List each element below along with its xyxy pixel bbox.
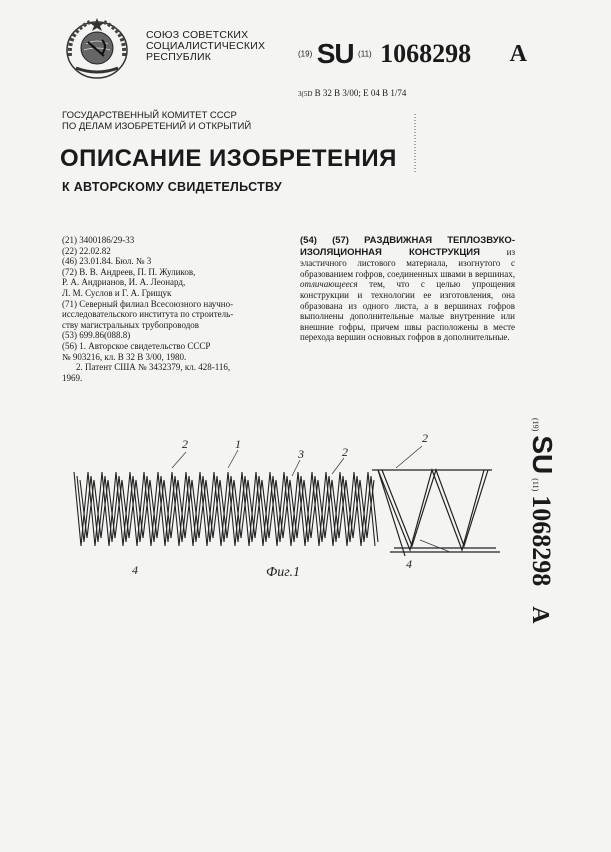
abstract xyxy=(300,235,515,343)
country-code-label: (19) xyxy=(298,49,313,59)
union-line: СОЮЗ СОВЕТСКИХ xyxy=(146,29,249,41)
sidebar-country-code: SU xyxy=(527,435,558,475)
ussr-emblem-icon xyxy=(62,12,132,82)
abstract-text: из эластичного листового материала, изогнутого с образованием гофров, соединенных швами в вершинах, xyxy=(300,246,515,279)
sidebar-country-label: (19) xyxy=(531,418,540,432)
biblio-row: (71) Северный филиал Всесоюзного научно- xyxy=(62,298,234,309)
biblio-row: Р. А. Андрианов, И. А. Леонард, xyxy=(62,277,186,288)
biblio-row: Л. М. Суслов и Г. А. Грищук xyxy=(62,287,172,298)
biblio-row: (56) 1. Авторское свидетельство СССР xyxy=(62,340,211,351)
kind-code: A xyxy=(509,40,527,67)
ipc-label: 3(5D xyxy=(298,90,313,98)
vertical-publication-number xyxy=(518,418,558,653)
biblio-row: № 903216, кл. В 32 В 3/00, 1980. xyxy=(62,351,187,362)
biblio-row: (53) 699.86(088.8) xyxy=(62,330,131,341)
country-code: SU xyxy=(316,38,354,69)
biblio-row: 2. Патент США № 3432379, кл. 428-116, xyxy=(76,362,231,373)
figure-label-2a: 2 xyxy=(182,437,188,451)
figure-label-2b: 2 xyxy=(342,445,348,459)
abstract-emphasis: отличающееся xyxy=(300,279,358,290)
sidebar-kind-code: A xyxy=(527,606,553,624)
union-line: РЕСПУБЛИК xyxy=(146,51,212,63)
ipc-classification xyxy=(298,88,406,98)
biblio-row: (22) 22.02.82 xyxy=(62,245,111,256)
sidebar-publication-number: 1068298 xyxy=(527,495,556,587)
committee-line: ГОСУДАРСТВЕННЫЙ КОМИТЕТ СССР xyxy=(62,110,237,121)
abstract-text-continued: тем, что с целью упрощения конструкции и технологии ее изготовления, она образована из одного листа, а в вершинах гофров выполнены дополнительные малые внутренние или внешние гофры, причем швы расположены в месте перехода вершин основных гофров в дополнительные. xyxy=(300,279,515,343)
union-line: СОЦИАЛИСТИЧЕСКИХ xyxy=(146,40,266,52)
state-committee xyxy=(62,110,251,132)
biblio-row: ству магистральных трубопроводов xyxy=(62,319,200,330)
figure-1-drawing xyxy=(60,428,500,583)
document-title: ОПИСАНИЕ ИЗОБРЕТЕНИЯ xyxy=(60,145,397,172)
committee-line: ПО ДЕЛАМ ИЗОБРЕТЕНИЙ И ОТКРЫТИЙ xyxy=(62,121,252,132)
biblio-row: (21) 3400186/29-33 xyxy=(62,235,135,245)
biblio-row: 1969. xyxy=(62,372,83,383)
bibliographic-data xyxy=(62,235,282,383)
country-union-name xyxy=(146,30,265,63)
biblio-row: исследовательского института по строитель- xyxy=(62,309,234,320)
scan-artifact-dots xyxy=(412,114,418,174)
figure-label-2c: 2 xyxy=(422,431,428,445)
corrugation-expanded xyxy=(372,470,500,556)
publication-number-block xyxy=(298,38,527,70)
number-label: (11) xyxy=(358,49,372,59)
biblio-row: (72) В. В. Андреев, П. П. Жуликов, xyxy=(62,266,196,277)
figure-caption: Фиг.1 xyxy=(266,565,301,580)
figure-label-4b: 4 xyxy=(406,557,412,571)
biblio-row: (46) 23.01.84. Бюл. № 3 xyxy=(62,256,152,267)
figure-label-4a: 4 xyxy=(132,563,138,577)
publication-number: 1068298 xyxy=(380,39,472,68)
figure-label-3: 3 xyxy=(298,447,304,461)
sidebar-number-label: (11) xyxy=(531,478,540,492)
abstract-heading: (54) (57) РАЗДВИЖНАЯ ТЕПЛОЗВУКО-ИЗОЛЯЦИОННАЯ КОНСТРУКЦИЯ xyxy=(300,235,515,258)
document-subtitle: К АВТОРСКОМУ СВИДЕТЕЛЬСТВУ xyxy=(62,180,282,194)
ipc-classes: В 32 В 3/00; Е 04 В 1/74 xyxy=(314,88,407,98)
corrugation-compressed xyxy=(74,472,378,546)
figure-label-1: 1 xyxy=(235,437,241,451)
